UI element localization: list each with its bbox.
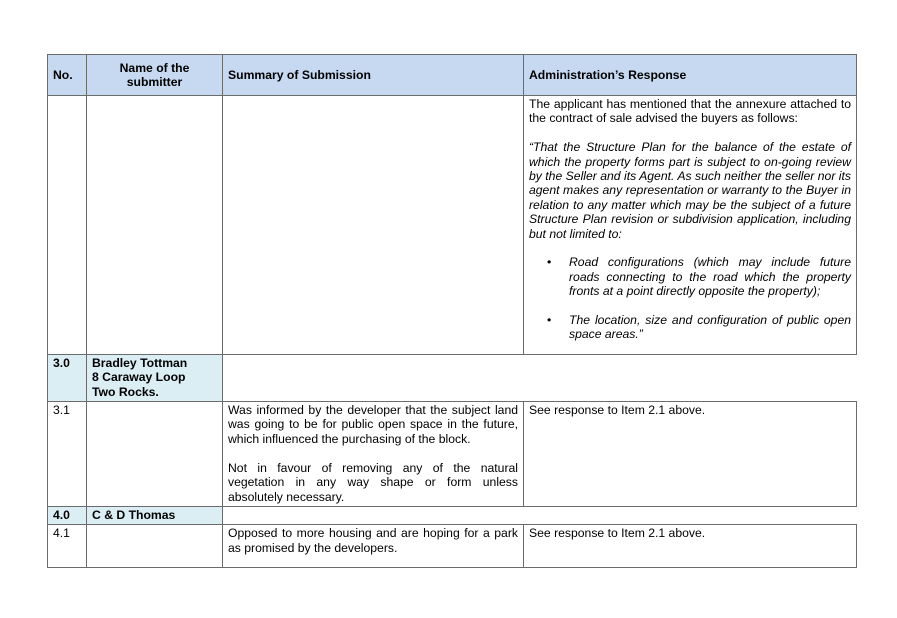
section-row-4-0 [48,506,857,524]
no-cell-empty [48,96,87,355]
table-header-row [48,55,857,96]
section-number: 3.0 [48,354,87,401]
name-cell-empty [87,402,223,507]
bullet-icon: • [547,313,552,328]
summary-cell-empty [223,96,524,355]
response-bullet-list [529,255,851,341]
section-blank-cell [223,354,857,401]
section-row-3-0 [48,354,857,401]
response-quote-text: “That the Structure Plan for the balance of the estate of which the property forms part is subject to on-going review by the Seller and its Agent. As such neither the seller nor its agent makes any representation or warranty to the Buyer in relation to any matter which may be the subject of a future Structure Plan revision or subdivision application, including but not limited to: [529,140,851,241]
table-row-3-1 [48,402,857,507]
bullet-text: Road configurations (which may include future roads connecting to the road which the property fronts at a point directly opposite the property); [569,255,851,299]
response-intro-text: The applicant has mentioned that the annexure attached to the contract of sale advised the buyers as follows: [529,97,851,126]
submitter-suburb: Two Rocks. [92,384,159,399]
header-no: No. [48,55,87,96]
summary-paragraph: Not in favour of removing any of the natural vegetation in any way shape or form unless absolutely necessary. [228,460,518,504]
table-row-4-1 [48,525,857,568]
section-blank-cell [223,506,857,524]
submitter-name: Bradley Tottman [92,355,188,370]
response-cell: See response to Item 2.1 above. [524,525,857,568]
item-number: 4.1 [48,525,87,568]
header-summary-of-submission: Summary of Submission [223,55,524,96]
bullet-icon: • [547,255,552,270]
section-submitter [87,354,223,401]
response-cell: See response to Item 2.1 above. [524,402,857,507]
list-item [547,313,851,342]
response-cell [524,96,857,355]
summary-paragraph: Opposed to more housing and are hoping for a park as promised by the developers. [228,526,518,555]
table-row-continuation [48,96,857,355]
submissions-table [47,54,857,568]
summary-cell [223,525,524,568]
name-cell-empty [87,525,223,568]
summary-paragraph: Was informed by the developer that the subject land was going to be for public open space in the future, which influenced the purchasing of the block. [228,403,518,446]
bullet-text: The location, size and configuration of public open space areas.” [569,313,851,342]
item-number: 3.1 [48,402,87,507]
section-number: 4.0 [48,506,87,524]
header-administration-response: Administration’s Response [524,55,857,96]
list-item [547,255,851,299]
summary-cell [223,402,524,507]
section-submitter: C & D Thomas [87,506,223,524]
submitter-address-line: 8 Caraway Loop [92,370,186,385]
header-name-of-submitter: Name of the submitter [87,55,223,96]
name-cell-empty [87,96,223,355]
